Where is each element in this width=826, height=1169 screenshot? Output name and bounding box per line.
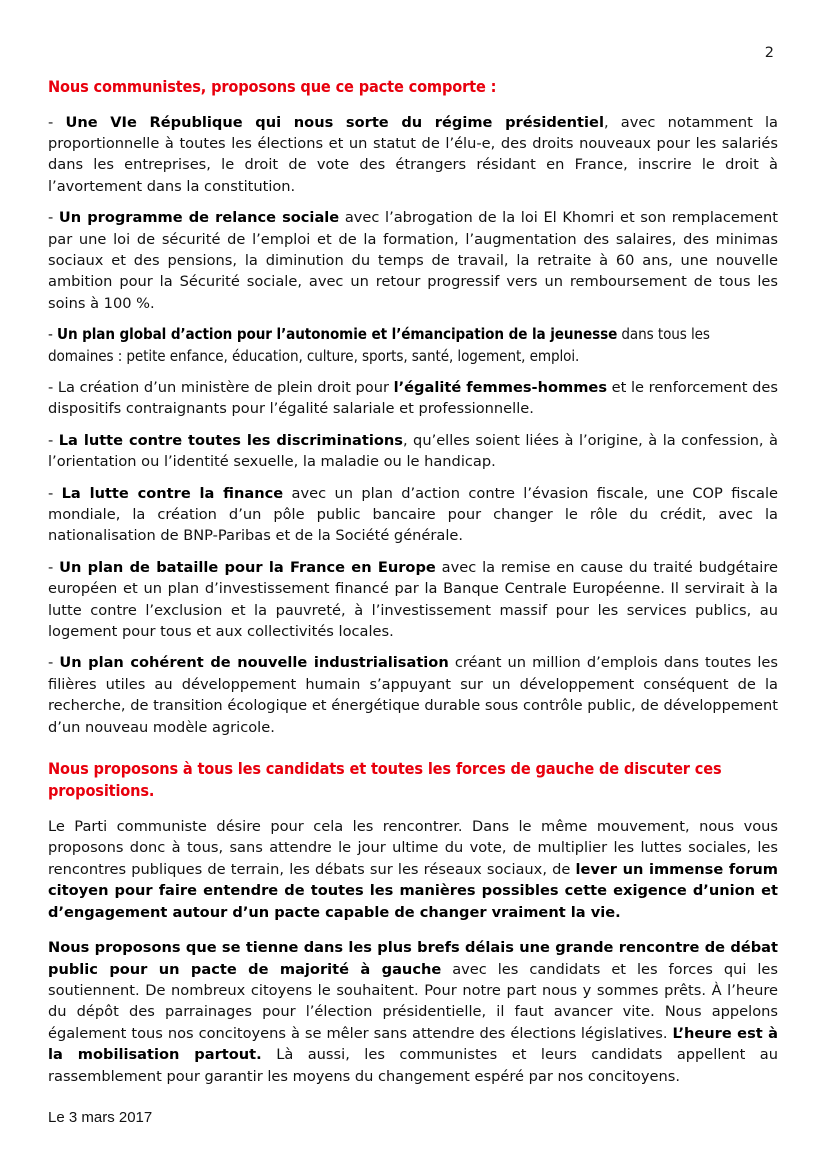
- proposal-rest: et le renforcement des dispositifs contraignants pour l’égalité salariale et professionnelle.: [48, 378, 778, 418]
- closing-one-bold-end: lever un immense forum citoyen pour faire entendre de toutes les manières possibles cette exigence d’union et d’engagement autour d’un pacte capable de changer vraiment la vie.: [48, 860, 778, 921]
- proposal-item-jeunesse: [48, 324, 778, 367]
- proposal-lead: Un plan cohérent de nouvelle industrialisation: [59, 654, 449, 672]
- date-line: Le 3 mars 2017: [48, 1108, 153, 1126]
- proposal-rest: , qu’elles soient liées à l’origine, à la confession, à l’orientation ou l’identité sexuelle, la maladie ou le handicap.: [48, 431, 778, 471]
- closing-paragraph-two: [48, 937, 778, 1087]
- proposal-lead: Une VIe République qui nous sorte du régime présidentiel: [65, 113, 604, 131]
- proposal-rest: créant un million d’emplois dans toutes les filières utiles au développement humain s’appuyant sur un développement conséquent de la recherche, de transition écologique et énergétique durable sous contrôle public, de développement d’un nouveau modèle agricole.: [48, 654, 778, 736]
- proposal-lead: Un plan de bataille pour la France en Europe: [59, 558, 436, 576]
- proposal-rest: avec l’abrogation de la loi El Khomri et son remplacement par une loi de sécurité de l’emploi et de la formation, l’augmentation des salaires, des minimas sociaux et des pensions, la diminution du temps de travail, la retraite à 60 ans, une nouvelle ambition pour la Sécurité sociale, avec un retour progressif vers un remboursement de tous les soins à 100 %.: [48, 209, 779, 312]
- proposal-item-finance: [48, 483, 778, 547]
- proposal-rest: avec un plan d’action contre l’évasion fiscale, une COP fiscale mondiale, la création d’un pôle public bancaire pour changer le rôle du crédit, avec la nationalisation de BNP-Paribas et de la Société générale.: [48, 484, 778, 545]
- proposal-rest: avec la remise en cause du traité budgétaire européen et un plan d’investissement financé par la Banque Centrale Européenne. Il servirait à la lutte contre l’exclusion et la pauvreté, à l’investissement massif pour les services publics, au logement pour tous et aux collectivités locales.: [48, 558, 778, 641]
- page-number: 2: [764, 45, 774, 61]
- proposal-lead: l’égalité femmes-hommes: [393, 378, 608, 396]
- proposal-lead: La lutte contre la finance: [61, 484, 284, 502]
- proposal-marker: -: [48, 113, 66, 131]
- heading-discuss-call: Nous proposons à tous les candidats et toutes les forces de gauche de discuter ces propositions.: [48, 759, 722, 800]
- proposal-item-republique: [48, 112, 778, 198]
- proposal-item-discriminations: [48, 430, 778, 473]
- proposal-marker: -: [48, 325, 58, 344]
- proposal-item-egalite-femmes-hommes: [48, 377, 778, 420]
- proposal-marker: -: [48, 378, 58, 396]
- proposal-rest: dans tous les domaines : petite enfance, éducation, culture, sports, santé, logement, emploi.: [48, 325, 710, 365]
- proposal-item-france-en-europe: [48, 557, 778, 643]
- proposal-marker: -: [48, 431, 59, 449]
- document-body: [48, 76, 778, 1143]
- proposal-marker: -: [48, 484, 62, 502]
- closing-two-plain-middle: avec les candidats et les forces qui les soutiennent. De nombreux citoyens le souhaitent. Pour notre part nous y sommes prêts. À l’heure du dépôt des parrainages pour l’élection présidentielle, il faut avancer vite. Nous appelons également tous nos concitoyens à se mêler sans attendre des élections législatives.: [48, 960, 778, 1042]
- closing-two-bold-start: Nous proposons que se tienne dans les plus brefs délais une grande rencontre de débat public pour un pacte de majorité à gauche: [48, 939, 778, 978]
- proposal-marker: -: [48, 654, 60, 672]
- proposal-marker: -: [48, 558, 60, 576]
- proposal-lead-before: La création d’un ministère de plein droit pour: [57, 378, 394, 396]
- proposal-rest: , avec notamment la proportionnelle à toutes les élections et un statut de l’élu-e, des droits nouveaux pour les salariés dans les entreprises, le droit de vote des étrangers résidant en France, inscrire le droit à l’avortement dans la constitution.: [48, 113, 778, 195]
- proposal-lead: Un plan global d’action pour l’autonomie et l’émancipation de la jeunesse: [57, 325, 618, 344]
- proposal-lead: Un programme de relance sociale: [58, 209, 340, 227]
- proposal-item-relance-sociale: [48, 207, 778, 314]
- closing-two-bold-middle: L’heure est à la mobilisation partout.: [48, 1024, 779, 1064]
- proposal-marker: -: [48, 209, 59, 227]
- closing-two-plain-end: Là aussi, les communistes et leurs candidats appellent au rassemblement pour garantir les moyens du changement espéré par nos concitoyens.: [48, 1046, 778, 1085]
- proposal-lead: La lutte contre toutes les discriminations: [58, 431, 403, 449]
- heading-pact-intro: Nous communistes, proposons que ce pacte comporte :: [48, 77, 497, 96]
- closing-paragraph-one: [48, 816, 778, 923]
- closing-one-plain-start: Le Parti communiste désire pour cela les rencontrer. Dans le même mouvement, nous vous proposons donc à tous, sans attendre le jour ultime du vote, de multiplier les luttes sociales, les rencontres publiques de terrain, les débats sur les réseaux sociaux, de: [48, 818, 778, 878]
- proposal-item-industrialisation: [48, 652, 778, 738]
